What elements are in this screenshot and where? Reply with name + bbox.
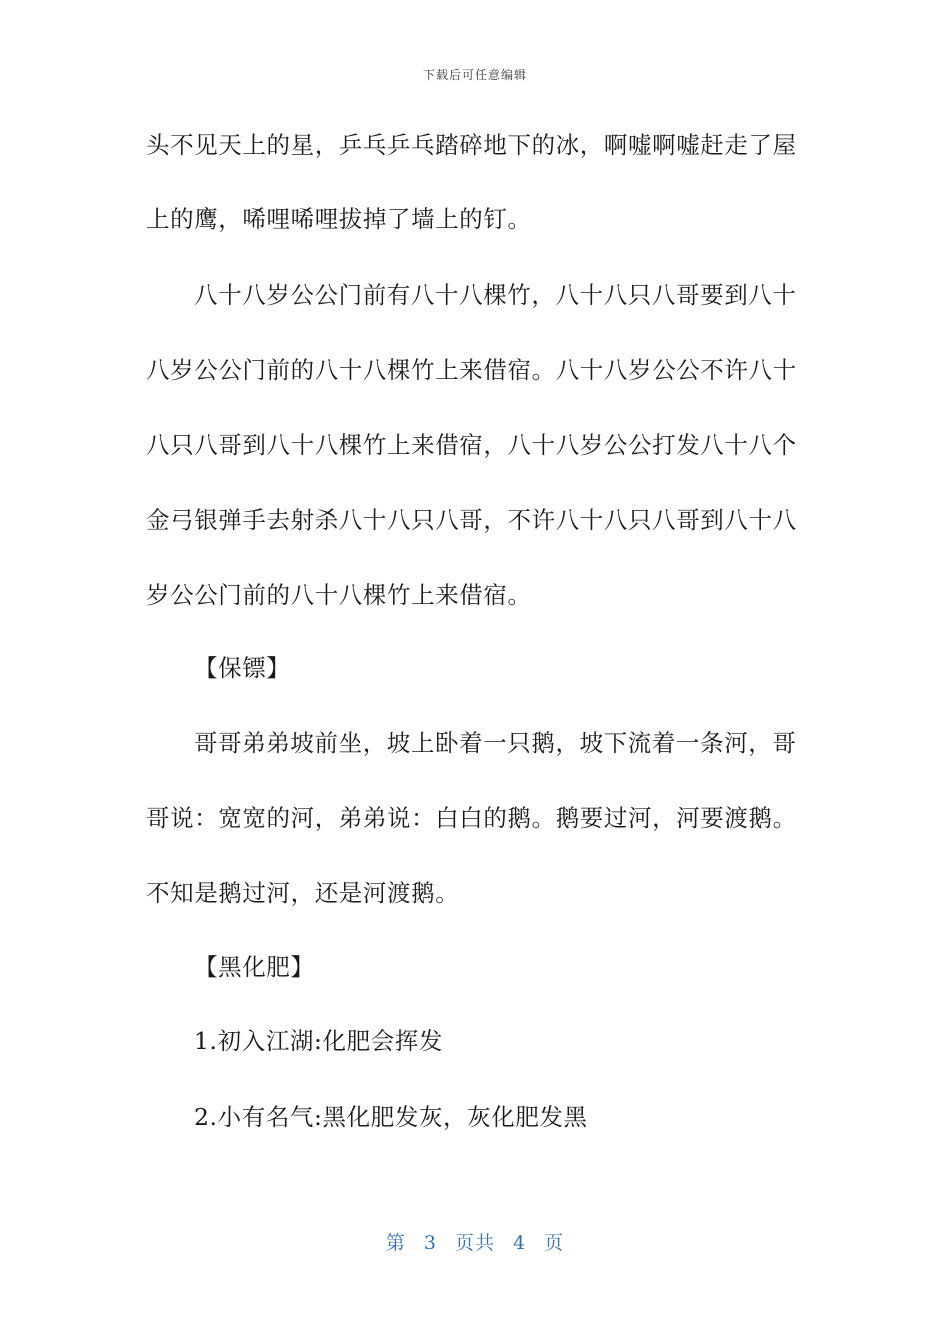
text-line: 上的鹰，唏哩唏哩拔掉了墙上的钉。 [146, 205, 532, 233]
text-line: 八岁公公门前的八十八棵竹上来借宿。八十八岁公公不许八十 [146, 356, 797, 384]
text-line: 不知是鹅过河，还是河渡鹅。 [146, 879, 460, 907]
text-line: 金弓银弹手去射杀八十八只八哥，不许八十八只八哥到八十八 [146, 506, 797, 534]
total-page-number: 4 [513, 1232, 527, 1254]
text-line: 哥说：宽宽的河，弟弟说：白白的鹅。鹅要过河，河要渡鹅。 [146, 804, 797, 832]
list-item: 2.小有名气:黑化肥发灰，灰化肥发黑 [194, 1103, 588, 1131]
current-page-number: 3 [423, 1232, 437, 1254]
page-header: 下载后可任意编辑 [422, 68, 527, 82]
text-line: 八十八岁公公门前有八十八棵竹，八十八只八哥要到八十 [194, 281, 797, 309]
section-heading: 【保镖】 [194, 654, 291, 682]
footer-suffix: 页 [544, 1232, 565, 1254]
section-heading: 【黑化肥】 [194, 953, 315, 981]
text-line: 头不见天上的星，乒乓乒乓踏碎地下的冰，啊嘘啊嘘赶走了屋 [146, 131, 797, 159]
footer-middle: 页共 [454, 1232, 495, 1254]
text-line: 岁公公门前的八十八棵竹上来借宿。 [146, 581, 532, 609]
text-line: 八只八哥到八十八棵竹上来借宿，八十八岁公公打发八十八个 [146, 431, 797, 459]
page-footer [0, 1228, 950, 1255]
footer-prefix: 第 [385, 1232, 406, 1254]
text-line: 哥哥弟弟坡前坐，坡上卧着一只鹅，坡下流着一条河，哥 [194, 729, 797, 757]
list-item: 1.初入江湖:化肥会挥发 [194, 1027, 444, 1055]
